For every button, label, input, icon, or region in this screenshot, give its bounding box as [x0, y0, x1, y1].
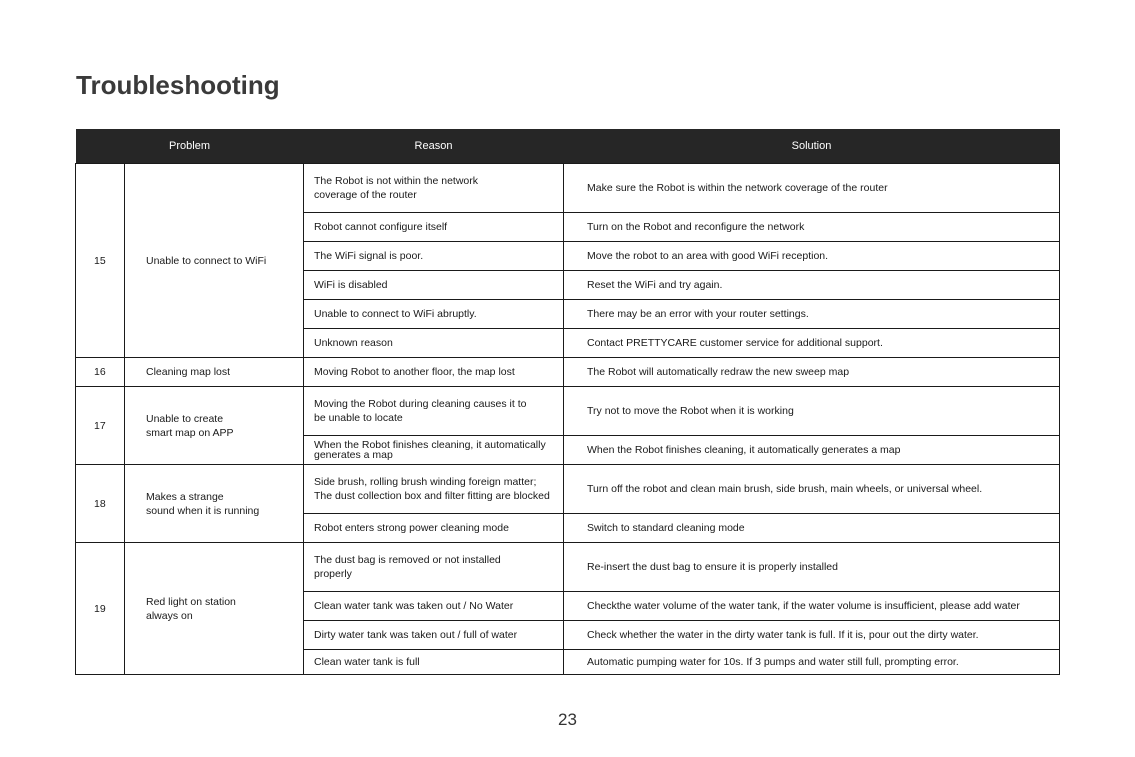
reason-cell	[304, 543, 564, 592]
reason-line: generates a map	[314, 449, 393, 461]
reason-cell: Unknown reason	[304, 329, 564, 358]
problem-cell	[125, 465, 304, 543]
solution-cell: The Robot will automatically redraw the new sweep map	[564, 358, 1060, 387]
reason-cell: Dirty water tank was taken out / full of water	[304, 621, 564, 650]
problem-number: 15	[76, 164, 125, 358]
solution-cell: There may be an error with your router settings.	[564, 300, 1060, 329]
problem-cell	[125, 387, 304, 465]
solution-cell: Make sure the Robot is within the network coverage of the router	[564, 164, 1060, 213]
table-header-row	[76, 129, 1060, 164]
problem-cell	[125, 543, 304, 675]
problem-cell	[125, 358, 304, 387]
problem-text: Unable to connect to WiFi	[146, 254, 267, 267]
reason-line: properly	[314, 568, 352, 580]
problem-number: 16	[76, 358, 125, 387]
reason-cell: Robot enters strong power cleaning mode	[304, 514, 564, 543]
reason-line: Moving the Robot during cleaning causes it to	[314, 398, 527, 410]
problem-number: 17	[76, 387, 125, 465]
problem-text: sound when it is running	[146, 504, 260, 517]
table-row	[76, 465, 1060, 514]
solution-cell: Check whether the water in the dirty water tank is full. If it is, pour out the dirty water.	[564, 621, 1060, 650]
reason-cell: WiFi is disabled	[304, 271, 564, 300]
reason-cell: Clean water tank was taken out / No Water	[304, 592, 564, 621]
problem-number: 18	[76, 465, 125, 543]
table-row	[76, 358, 1060, 387]
solution-cell: Turn on the Robot and reconfigure the network	[564, 213, 1060, 242]
reason-cell	[304, 387, 564, 436]
page-title: Troubleshooting	[76, 70, 280, 100]
problem-text: Makes a strange	[146, 490, 224, 503]
reason-line: The dust bag is removed or not installed	[314, 554, 501, 566]
problem-cell	[125, 164, 304, 358]
reason-cell: Robot cannot configure itself	[304, 213, 564, 242]
solution-cell: Reset the WiFi and try again.	[564, 271, 1060, 300]
header-reason: Reason	[304, 129, 564, 164]
solution-cell: Move the robot to an area with good WiFi reception.	[564, 242, 1060, 271]
solution-cell: Contact PRETTYCARE customer service for additional support.	[564, 329, 1060, 358]
reason-line: The dust collection box and filter fitting are blocked	[314, 490, 550, 502]
problem-text: Cleaning map lost	[146, 366, 231, 378]
solution-cell: Try not to move the Robot when it is working	[564, 387, 1060, 436]
table-row	[76, 164, 1060, 213]
problem-number: 19	[76, 543, 125, 675]
reason-line: The Robot is not within the network	[314, 175, 479, 187]
header-problem: Problem	[76, 129, 304, 164]
page-number: 23	[558, 710, 577, 729]
reason-cell: Moving Robot to another floor, the map lost	[304, 358, 564, 387]
table-row	[76, 387, 1060, 436]
problem-text: Unable to create	[146, 412, 224, 425]
solution-cell: Switch to standard cleaning mode	[564, 514, 1060, 543]
reason-line: Side brush, rolling brush winding foreign matter;	[314, 476, 537, 488]
problem-text: Red light on station	[146, 595, 236, 608]
problem-text: smart map on APP	[146, 426, 234, 439]
reason-cell: Clean water tank is full	[304, 650, 564, 675]
solution-cell: Turn off the robot and clean main brush, side brush, main wheels, or universal wheel.	[564, 465, 1060, 514]
troubleshooting-table	[75, 129, 1060, 675]
reason-cell	[304, 164, 564, 213]
reason-line: When the Robot finishes cleaning, it automatically	[314, 439, 546, 451]
table-row	[76, 543, 1060, 592]
solution-cell: Automatic pumping water for 10s. If 3 pumps and water still full, prompting error.	[564, 650, 1060, 675]
reason-cell	[304, 465, 564, 514]
solution-cell: When the Robot finishes cleaning, it automatically generates a map	[564, 436, 1060, 465]
header-solution: Solution	[564, 129, 1060, 164]
reason-cell: Unable to connect to WiFi abruptly.	[304, 300, 564, 329]
solution-cell: Re-insert the dust bag to ensure it is properly installed	[564, 543, 1060, 592]
solution-cell: Checkthe water volume of the water tank, if the water volume is insufficient, please add water	[564, 592, 1060, 621]
reason-cell: The WiFi signal is poor.	[304, 242, 564, 271]
problem-text: always on	[146, 609, 193, 622]
reason-line: be unable to locate	[314, 412, 403, 424]
reason-cell	[304, 436, 564, 465]
reason-line: coverage of the router	[314, 189, 417, 201]
